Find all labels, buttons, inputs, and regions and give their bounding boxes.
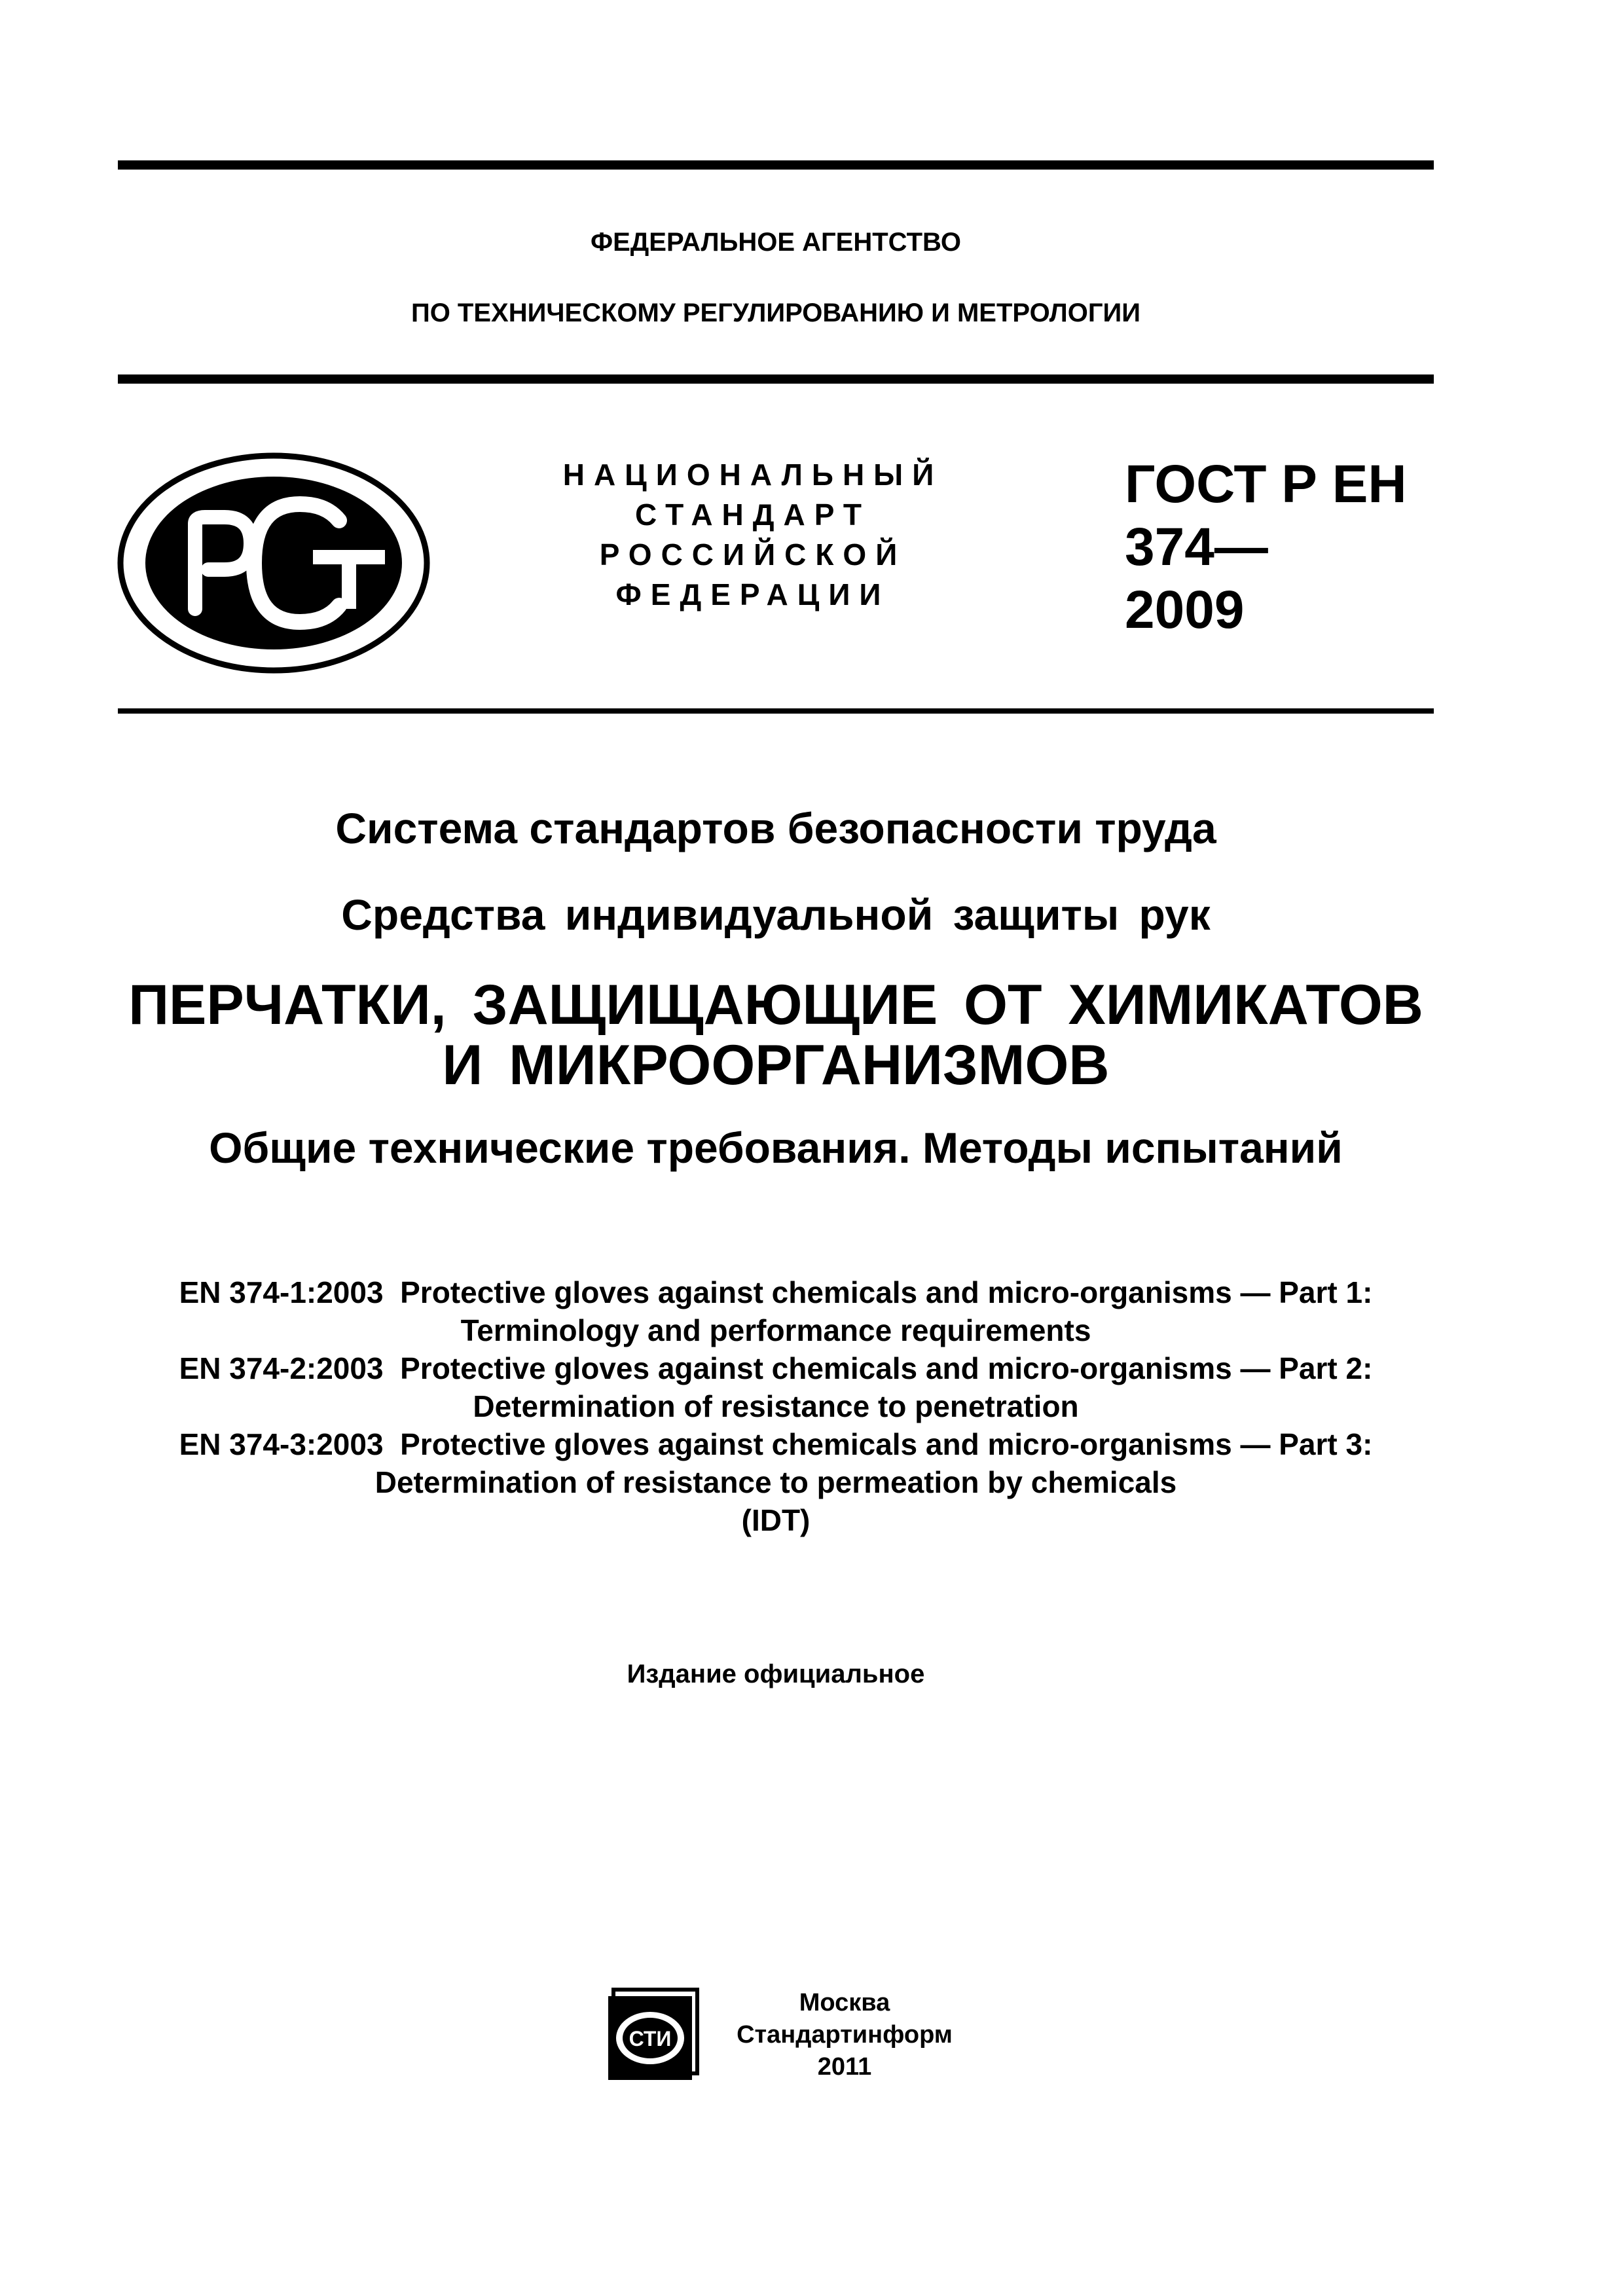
designation-line: ГОСТ Р ЕН bbox=[1125, 454, 1407, 514]
reference-line: Determination of resistance to penetration bbox=[473, 1389, 1079, 1423]
main-title-line-1: ПЕРЧАТКИ, ЗАЩИЩАЮЩИЕ ОТ ХИМИКАТОВ bbox=[128, 974, 1423, 1036]
national-standard-line: НАЦИОНАЛЬНЫЙ bbox=[562, 458, 943, 492]
publisher-block bbox=[733, 1987, 956, 2083]
reference-line: Determination of resistance to permeation by chemicals bbox=[374, 1465, 1177, 1499]
publisher-year: 2011 bbox=[817, 2053, 872, 2081]
top-rule bbox=[118, 160, 1434, 170]
national-standard-line: ФЕДЕРАЦИИ bbox=[615, 577, 890, 611]
publisher-city: Москва bbox=[799, 1989, 890, 2016]
publisher-name: Стандартинформ bbox=[737, 2021, 953, 2049]
designation-line: 2009 bbox=[1125, 580, 1245, 640]
series-title: Система стандартов безопасности труда bbox=[335, 804, 1216, 852]
reference-line: EN 374-1:2003 Protective gloves against chemicals and micro-organisms — Part 1: bbox=[179, 1275, 1373, 1309]
standard-designation bbox=[1125, 453, 1426, 642]
requirements-title: Общие технические требования. Методы испытаний bbox=[209, 1123, 1343, 1172]
document-title-block bbox=[118, 802, 1434, 1174]
agency-line-1: ФЕДЕРАЛЬНОЕ АГЕНТСТВО bbox=[590, 228, 962, 257]
agency-line-2: ПО ТЕХНИЧЕСКОМУ РЕГУЛИРОВАНИЮ И МЕТРОЛОГИИ bbox=[410, 299, 1141, 327]
main-title bbox=[118, 975, 1434, 1095]
reference-line: EN 374-2:2003 Protective gloves against chemicals and micro-organisms — Part 2: bbox=[179, 1351, 1373, 1385]
agency-rule bbox=[118, 374, 1434, 384]
reference-line: (IDT) bbox=[741, 1503, 811, 1537]
subseries-title: Средства индивидуальной защиты рук bbox=[341, 890, 1211, 939]
main-title-line-2: И МИКРООРГАНИЗМОВ bbox=[442, 1034, 1110, 1097]
agency-header bbox=[118, 223, 1434, 333]
edition-label: Издание официальное bbox=[627, 1660, 925, 1688]
designation-line: 374— bbox=[1125, 517, 1268, 577]
national-standard-line: СТАНДАРТ bbox=[635, 498, 871, 532]
rst-logo bbox=[117, 452, 431, 674]
publisher-logo bbox=[606, 1987, 701, 2082]
publisher-logo-text: СТИ bbox=[629, 2027, 672, 2050]
reference-line: Terminology and performance requirements bbox=[460, 1313, 1091, 1347]
en-references bbox=[118, 1273, 1434, 1539]
national-standard-line: РОССИЙСКОЙ bbox=[599, 538, 907, 572]
reference-line: EN 374-3:2003 Protective gloves against chemicals and micro-organisms — Part 3: bbox=[179, 1427, 1373, 1461]
header-rule bbox=[118, 708, 1434, 714]
national-standard-label bbox=[524, 455, 982, 615]
